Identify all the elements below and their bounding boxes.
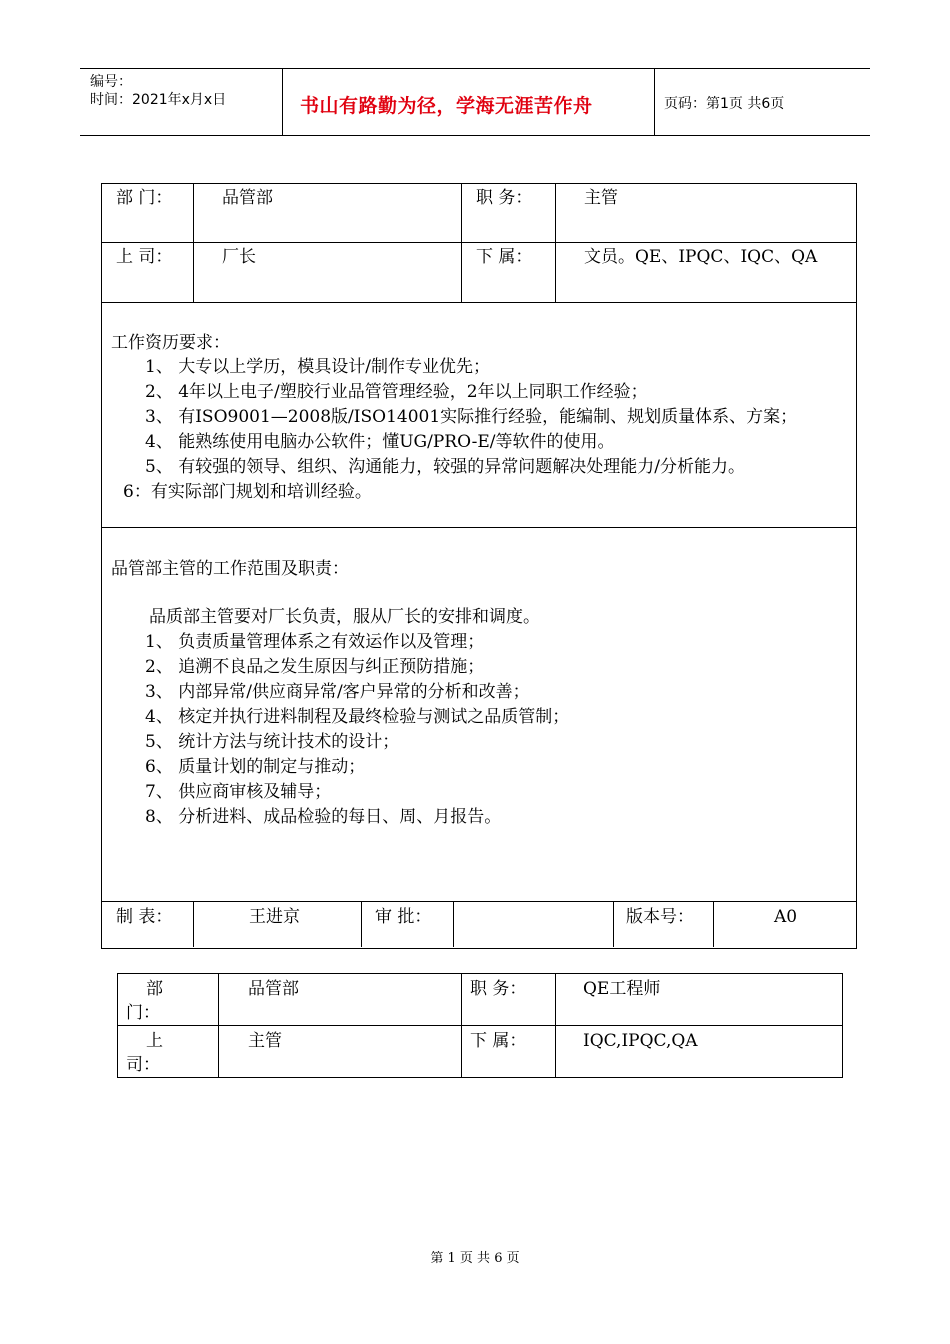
position-value: 主管	[584, 188, 618, 208]
form-rule-row2	[101, 302, 857, 303]
duty-item: 7、 供应商审核及辅导；	[145, 782, 332, 802]
document-number-label: 编号：	[90, 74, 132, 90]
header-top-rule	[80, 68, 870, 69]
footer-col-rule-2	[361, 901, 362, 947]
header-bottom-rule	[80, 135, 870, 136]
form-rule-row3	[101, 527, 857, 528]
page-footer: 第 1 页 共 6 页	[430, 1251, 520, 1266]
qe-form-row	[118, 974, 843, 1026]
requirement-item: 4、 能熟练使用电脑办公软件；懂UG/PRO-E/等软件的使用。	[145, 432, 615, 452]
footer-col-rule-1	[193, 901, 194, 947]
position-label: 职 务：	[476, 188, 533, 208]
qe-department-value: 品管部	[219, 974, 462, 1026]
qe-position-value: QE工程师	[556, 974, 843, 1026]
qe-supervisor-label-part1: 上	[146, 1031, 163, 1051]
department-label: 部 门：	[116, 188, 173, 208]
duty-item: 6、 质量计划的制定与推动；	[145, 757, 366, 777]
form-col-rule-1	[193, 183, 194, 302]
footer-col-rule-3	[453, 901, 454, 947]
version-label: 版本号：	[626, 907, 694, 927]
duties-title: 品管部主管的工作范围及职责：	[111, 559, 349, 579]
header-divider-right	[654, 68, 655, 135]
duty-item: 8、 分析进料、成品检验的每日、周、月报告。	[145, 807, 502, 827]
subordinate-value: 文员。QE、IPQC、IQC、QA	[584, 247, 818, 267]
duty-item: 2、 追溯不良品之发生原因与纠正预防措施；	[145, 657, 485, 677]
qe-supervisor-value: 主管	[219, 1026, 462, 1078]
header-divider-left	[282, 68, 283, 135]
duty-item: 4、 核定并执行进料制程及最终检验与测试之品质管制；	[145, 707, 570, 727]
form-rule-row4	[101, 901, 857, 902]
qe-supervisor-label-part2: 司：	[126, 1055, 160, 1075]
version-value: A0	[774, 907, 798, 927]
qe-form-row	[118, 1026, 843, 1078]
requirement-item: 3、 有ISO9001—2008版/ISO14001实际推行经验，能编制、规划质量体系、方案；	[145, 407, 798, 427]
page-counter: 页码：第1页 共6页	[664, 96, 785, 112]
duty-item: 5、 统计方法与统计技术的设计；	[145, 732, 400, 752]
requirement-item: 1、 大专以上学历，模具设计/制作专业优先；	[145, 357, 490, 377]
supervisor-value: 厂长	[222, 247, 256, 267]
duty-item: 1、 负责质量管理体系之有效运作以及管理；	[145, 632, 485, 652]
document-time-label: 时间：2021年x月x日	[90, 92, 227, 108]
qe-supervisor-label-cell	[118, 1026, 219, 1078]
subordinate-label: 下 属：	[476, 247, 533, 267]
approved-by-label: 审 批：	[375, 907, 432, 927]
qe-department-label-part1: 部	[146, 979, 163, 999]
qe-engineer-form	[117, 973, 843, 1078]
prepared-by-value: 王进京	[249, 907, 300, 927]
form-col-rule-3	[555, 183, 556, 302]
qe-department-label-part2: 门：	[126, 1003, 160, 1023]
requirements-title: 工作资历要求：	[111, 333, 230, 353]
requirement-item: 2、 4年以上电子/塑胶行业品管管理经验，2年以上同职工作经验；	[145, 382, 648, 402]
footer-col-rule-5	[713, 901, 714, 947]
qe-department-label-cell	[118, 974, 219, 1026]
qe-subordinate-label: 下 属：	[462, 1026, 556, 1078]
form-rule-row1	[101, 242, 857, 243]
supervisor-label: 上 司：	[116, 247, 173, 267]
requirement-item: 5、 有较强的领导、组织、沟通能力，较强的异常问题解决处理能力/分析能力。	[145, 457, 745, 477]
footer-col-rule-4	[613, 901, 614, 947]
prepared-by-label: 制 表：	[116, 907, 173, 927]
requirement-item: 6：有实际部门规划和培训经验。	[123, 482, 372, 502]
duty-item: 3、 内部异常/供应商异常/客户异常的分析和改善；	[145, 682, 530, 702]
duties-intro: 品质部主管要对厂长负责，服从厂长的安排和调度。	[149, 607, 540, 627]
qe-subordinate-value: IQC,IPQC,QA	[556, 1026, 843, 1078]
department-value: 品管部	[222, 188, 273, 208]
form-col-rule-2	[461, 183, 462, 302]
header-motto: 书山有路勤为径，学海无涯苦作舟	[300, 95, 593, 117]
qe-position-label: 职 务：	[462, 974, 556, 1026]
